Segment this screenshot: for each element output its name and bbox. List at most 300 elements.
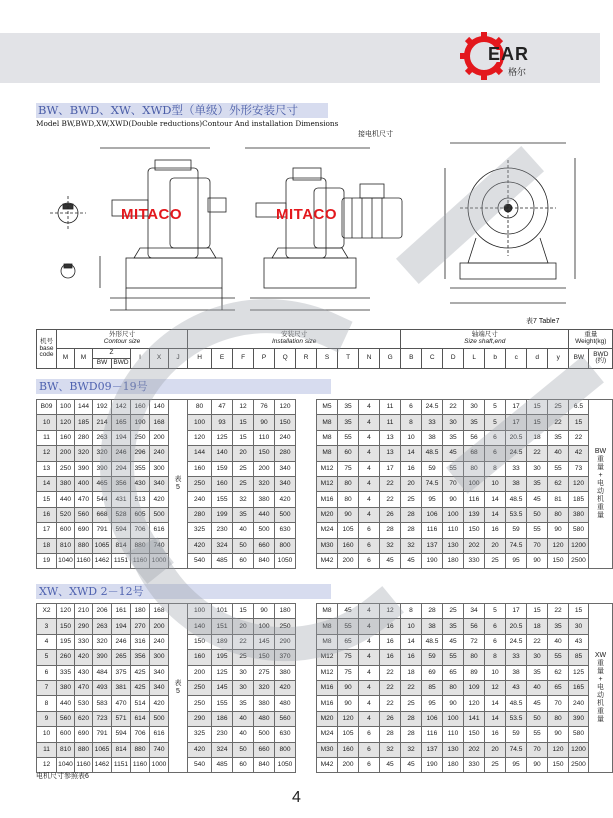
xw-table-cell: 6: [37, 665, 57, 680]
xw-table-cell: 150: [548, 757, 569, 772]
xw-table-cell: 35: [527, 665, 548, 680]
bw-table-cell: 95: [506, 553, 527, 568]
bw-table-cell: 160: [57, 430, 75, 445]
bw-weight-note: BW 重 量 + 电 动 机 重 量: [589, 400, 613, 569]
xw-table-cell: 4: [359, 650, 380, 665]
bw-table-cell: 200: [338, 553, 359, 568]
bw-table-cell: 1065: [93, 538, 112, 553]
xw-table-cell: 380: [275, 665, 296, 680]
xw-table-cell: 706: [131, 727, 150, 742]
xw-table-cell: 380: [254, 696, 275, 711]
xw-table-cell: 6: [485, 619, 506, 634]
xw-table-cell: 35: [233, 696, 254, 711]
bw-table-cell: 340: [275, 461, 296, 476]
xw-table-cell: 32: [401, 742, 422, 757]
bw-table-cell: 150: [275, 415, 296, 430]
xw-table-cell: 210: [75, 604, 93, 619]
bw-table-cell: 1160: [131, 553, 150, 568]
xw-table-cell: 180: [275, 604, 296, 619]
bw-table-cell: 22: [548, 415, 569, 430]
xw-table-cell: 594: [112, 727, 131, 742]
bw-table-cell: 35: [464, 415, 485, 430]
xw-table-cell: 30: [569, 619, 589, 634]
xw-table-cell: 80: [464, 650, 485, 665]
bw-table-cell: 55: [527, 523, 548, 538]
bw-table-cell: 440: [57, 492, 75, 507]
bw-table-cell: 25: [548, 400, 569, 415]
xw-table-cell: 571: [112, 711, 131, 726]
xw-table-cell: 40: [527, 680, 548, 695]
xw-table-cell: 20.5: [506, 619, 527, 634]
bw-table-cell: 32: [233, 492, 254, 507]
xw-table-cell: 48.5: [506, 696, 527, 711]
bw-table-cell: 76: [254, 400, 275, 415]
bw-table-cell: 2500: [569, 553, 589, 568]
bw-table-cell: M24: [317, 523, 338, 538]
xw-table-cell: 500: [150, 711, 169, 726]
bw-table-cell: 20: [485, 538, 506, 553]
bw-table-cell: 90: [443, 492, 464, 507]
bw-table-cell: 880: [75, 538, 93, 553]
section-title-xw: XW、XWD 2－12号: [36, 584, 331, 599]
bw-table-cell: 32: [380, 538, 401, 553]
watermark-mitaco-2: MITACO: [276, 206, 338, 223]
xw-table-cell: 43: [506, 680, 527, 695]
bw-table-cell: 93: [212, 415, 233, 430]
bw-table-cell: 75: [338, 461, 359, 476]
xw-table-cell: 30: [233, 665, 254, 680]
bw-table-cell: 420: [150, 492, 169, 507]
bw-table-cell: 280: [188, 507, 212, 522]
bw-table-cell: 15: [233, 430, 254, 445]
bw-table-cell: 340: [150, 476, 169, 491]
xw-table-cell: 1160: [75, 757, 93, 772]
bw-table-cell: 5: [485, 400, 506, 415]
bw-table-cell: 355: [131, 461, 150, 476]
xw-table-ref-cell: 表 5: [169, 604, 188, 773]
xw-table-cell: X2: [37, 604, 57, 619]
bw-table-cell: 4: [359, 400, 380, 415]
bw-table-cell: 55: [443, 461, 464, 476]
bw-table-cell: 16: [485, 523, 506, 538]
xw-table-cell: 265: [112, 650, 131, 665]
xw-table-cell: 16: [380, 650, 401, 665]
bw-table-cell: M16: [317, 492, 338, 507]
bw-table-cell: 30: [464, 400, 485, 415]
xw-table-cell: 250: [275, 619, 296, 634]
bw-table-cell: 6.5: [569, 400, 589, 415]
xw-table-cell: 4: [359, 619, 380, 634]
xw-table-cell: 580: [569, 727, 589, 742]
xw-table-cell: 320: [254, 680, 275, 695]
bw-table-cell: 10: [485, 476, 506, 491]
bw-table-cell: 194: [112, 430, 131, 445]
xw-table-cell: 200: [338, 757, 359, 772]
bw-table-cell: 40: [233, 523, 254, 538]
xw-table-cell: 38: [422, 619, 443, 634]
xw-table-cell: 420: [188, 742, 212, 757]
bw-table-cell: 120: [569, 476, 589, 491]
xw-table-cell: 25: [233, 650, 254, 665]
xw-table-cell: 85: [569, 650, 589, 665]
bw-table-row: [37, 415, 613, 430]
bw-table-cell: 59: [506, 523, 527, 538]
xw-table-cell: 470: [75, 680, 93, 695]
bw-table-cell: 246: [112, 446, 131, 461]
bw-table-cell: 81: [548, 492, 569, 507]
xw-table-cell: 109: [464, 680, 485, 695]
bw-table-cell: 400: [75, 476, 93, 491]
bw-table-cell: 90: [254, 415, 275, 430]
xw-table-cell: 814: [112, 742, 131, 757]
xw-table-cell: 50: [233, 742, 254, 757]
xw-table-cell: 246: [112, 634, 131, 649]
bw-table-row: [37, 523, 613, 538]
shaft-section-detail: [50, 196, 86, 278]
bw-table-cell: 250: [57, 461, 75, 476]
xw-table-cell: 24.5: [506, 634, 527, 649]
bw-table-cell: 390: [75, 461, 93, 476]
xw-table-cell: 55: [548, 650, 569, 665]
bw-table-cell: 12: [37, 446, 57, 461]
xw-table-cell: 55: [443, 650, 464, 665]
bw-table-cell: 160: [212, 476, 233, 491]
xw-table-cell: 330: [75, 634, 93, 649]
xw-table-cell: 7: [37, 680, 57, 695]
bw-table-cell: 4: [359, 415, 380, 430]
xw-table-cell: 484: [93, 665, 112, 680]
bw-table-cell: 120: [275, 400, 296, 415]
xw-table-row: [37, 742, 613, 757]
xw-table-cell: 60: [233, 757, 254, 772]
xw-table-cell: 290: [275, 634, 296, 649]
xw-table-cell: 425: [131, 665, 150, 680]
xw-table-cell: 723: [93, 711, 112, 726]
xw-table-cell: 4: [359, 604, 380, 619]
bw-table-cell: 660: [254, 538, 275, 553]
shaft-header: 轴端尺寸 Size shaft,end: [401, 330, 569, 349]
xw-table-cell: 100: [443, 711, 464, 726]
xw-table-row: [37, 650, 613, 665]
bw-table-cell: 11: [380, 415, 401, 430]
xw-table-cell: 80: [443, 680, 464, 695]
xw-table-cell: 22: [380, 680, 401, 695]
xw-table-row: [37, 727, 613, 742]
xw-table-cell: 195: [57, 634, 75, 649]
bw-table-cell: 19: [37, 553, 57, 568]
xw-table-cell: 270: [131, 619, 150, 634]
bw-table-cell: 137: [422, 538, 443, 553]
motor-dimension-label: 接电机尺寸: [358, 131, 393, 138]
xw-table-cell: 137: [422, 742, 443, 757]
xw-table-cell: 65: [548, 680, 569, 695]
xw-table-cell: 120: [548, 742, 569, 757]
xw-table-cell: 25: [401, 696, 422, 711]
bw-table-cell: 74.5: [506, 538, 527, 553]
bw-table-cell: 47: [212, 400, 233, 415]
bw-table-cell: 90: [527, 553, 548, 568]
xw-table-cell: 1040: [57, 757, 75, 772]
xw-table-cell: 810: [57, 742, 75, 757]
xw-table-cell: 440: [57, 696, 75, 711]
xw-table-cell: 263: [93, 619, 112, 634]
bw-table-cell: 320: [93, 446, 112, 461]
xw-table-cell: 59: [422, 650, 443, 665]
bwd-side-view: [245, 148, 402, 310]
xw-table-cell: 160: [338, 742, 359, 757]
bw-table-cell: 25: [233, 476, 254, 491]
bw-table-cell: 340: [275, 476, 296, 491]
bw-table-cell: 250: [188, 476, 212, 491]
xw-data-table: [36, 603, 613, 773]
xw-table-cell: 116: [422, 727, 443, 742]
xw-table-cell: 15: [527, 604, 548, 619]
bw-table-cell: 14: [37, 476, 57, 491]
bw-table-cell: 53.5: [506, 507, 527, 522]
xw-table-cell: 380: [57, 680, 75, 695]
bw-table-cell: 80: [464, 461, 485, 476]
xw-table-cell: 90: [338, 680, 359, 695]
xw-table-cell: 168: [150, 604, 169, 619]
bw-table-cell: 430: [131, 476, 150, 491]
xw-table-cell: 12: [380, 604, 401, 619]
bw-table-cell: 420: [275, 492, 296, 507]
bw-table-cell: 380: [569, 507, 589, 522]
xw-table-cell: 186: [212, 711, 233, 726]
bw-table-cell: 214: [93, 415, 112, 430]
bw-table-cell: 200: [57, 446, 75, 461]
xw-table-cell: M42: [317, 757, 338, 772]
bw-table-cell: 630: [275, 523, 296, 538]
xw-table-cell: 69: [422, 665, 443, 680]
bw-data-table: [36, 399, 613, 569]
xw-table-cell: 100: [188, 604, 212, 619]
xw-table-cell: 16: [485, 727, 506, 742]
bw-table-cell: 33: [422, 415, 443, 430]
bw-table-cell: 16: [401, 461, 422, 476]
xw-table-cell: 4: [359, 665, 380, 680]
xw-table-cell: 22: [527, 634, 548, 649]
bw-table-cell: 45: [401, 553, 422, 568]
motor-note: 电机尺寸参照表6: [36, 773, 89, 780]
xw-table-cell: 45: [338, 604, 359, 619]
bw-table-cell: B09: [37, 400, 57, 415]
xw-table-cell: 690: [75, 727, 93, 742]
page-subtitle: Model BW,BWD,XW,XWD(Double reductions)Contour And installation Dimensions: [36, 119, 339, 128]
bw-table-cell: 160: [338, 538, 359, 553]
bw-table-cell: 144: [188, 446, 212, 461]
bw-table-cell: 18: [37, 538, 57, 553]
xw-table-cell: 381: [112, 680, 131, 695]
xw-table-cell: 480: [254, 711, 275, 726]
xw-table-cell: M8: [317, 634, 338, 649]
bw-table-cell: 17: [380, 461, 401, 476]
xw-table-cell: 660: [254, 742, 275, 757]
xw-table-cell: M20: [317, 711, 338, 726]
bw-table-cell: 90: [548, 523, 569, 538]
bw-table-cell: 6: [359, 523, 380, 538]
bw-table-cell: 12: [233, 400, 254, 415]
bw-table-cell: 168: [150, 415, 169, 430]
xw-table-cell: 45: [401, 757, 422, 772]
bw-table-cell: 190: [131, 415, 150, 430]
bw-table-cell: 6: [485, 430, 506, 445]
bw-table-cell: 110: [254, 430, 275, 445]
xw-table-cell: 375: [112, 665, 131, 680]
bw-table-cell: 55: [338, 430, 359, 445]
bw-table-cell: 116: [464, 492, 485, 507]
xw-table-cell: 420: [75, 650, 93, 665]
bw-table-cell: 1000: [150, 553, 169, 568]
xw-table-cell: 141: [464, 711, 485, 726]
xw-table-cell: 145: [212, 680, 233, 695]
xw-table-cell: 120: [338, 711, 359, 726]
bw-table-cell: 431: [112, 492, 131, 507]
xw-table-cell: 72: [464, 634, 485, 649]
bw-table-cell: 6: [359, 538, 380, 553]
bw-table-cell: 50: [527, 507, 548, 522]
bw-table-cell: 120: [188, 430, 212, 445]
bw-table-cell: 100: [188, 415, 212, 430]
xw-table-cell: 10: [37, 727, 57, 742]
xw-table-cell: 6: [359, 757, 380, 772]
xw-table-cell: 335: [57, 665, 75, 680]
xw-table-cell: 194: [112, 619, 131, 634]
xw-table-cell: 16: [401, 650, 422, 665]
bw-table-row: [37, 446, 613, 461]
xw-table-cell: 5: [37, 650, 57, 665]
xw-table-cell: 8: [37, 696, 57, 711]
bw-table-cell: 20: [401, 476, 422, 491]
bw-table-row: [37, 476, 613, 491]
bw-table-cell: 120: [57, 415, 75, 430]
xw-table-cell: 150: [188, 634, 212, 649]
bw-table-cell: 300: [150, 461, 169, 476]
bw-table-cell: 1151: [112, 553, 131, 568]
bw-table-cell: 14: [485, 507, 506, 522]
xw-table-cell: 106: [422, 711, 443, 726]
xw-table-cell: 420: [150, 696, 169, 711]
page-title: BW、BWD、XW、XWD型（单级）外形安装尺寸: [36, 103, 328, 118]
bw-table-cell: 40: [548, 446, 569, 461]
bw-table-cell: 4: [359, 446, 380, 461]
xw-table-cell: 230: [212, 727, 233, 742]
xw-table-cell: 160: [188, 650, 212, 665]
bw-table-cell: 800: [275, 538, 296, 553]
xw-table-cell: 95: [506, 757, 527, 772]
bw-table-cell: 22: [443, 400, 464, 415]
xw-table-cell: 165: [569, 680, 589, 695]
bw-table-cell: 840: [254, 553, 275, 568]
bw-table-cell: 80: [338, 476, 359, 491]
xw-table-cell: 89: [464, 665, 485, 680]
bw-table-cell: 16: [37, 507, 57, 522]
xw-table-cell: 75: [338, 650, 359, 665]
bw-table-cell: 165: [112, 415, 131, 430]
xw-table-cell: 125: [212, 665, 233, 680]
bw-table-row: [37, 507, 613, 522]
bw-table-cell: 250: [131, 430, 150, 445]
bw-table-cell: 24.5: [506, 446, 527, 461]
xw-table-cell: 5: [485, 604, 506, 619]
bw-table-cell: 95: [422, 492, 443, 507]
bw-table-cell: 35: [443, 430, 464, 445]
bw-table-cell: 600: [57, 523, 75, 538]
xw-table-cell: 30: [233, 680, 254, 695]
bw-table-cell: 100: [464, 476, 485, 491]
bw-table-cell: 20.5: [506, 430, 527, 445]
xw-table-cell: 6: [485, 634, 506, 649]
install-header: 安装尺寸 Installation size: [188, 330, 401, 349]
xw-table-cell: 20: [485, 742, 506, 757]
bw-table-cell: 668: [93, 507, 112, 522]
xw-table-cell: 45: [443, 634, 464, 649]
xw-table-row: [37, 757, 613, 772]
xw-table-cell: 75: [338, 665, 359, 680]
xw-table-cell: 470: [112, 696, 131, 711]
bw-table-cell: 32: [401, 538, 422, 553]
technical-drawings: [30, 138, 590, 318]
xw-table-cell: 56: [464, 619, 485, 634]
bw-table-cell: 810: [57, 538, 75, 553]
bw-table-cell: 320: [75, 446, 93, 461]
bw-table-cell: 706: [131, 523, 150, 538]
xw-table-cell: 53.5: [506, 711, 527, 726]
bw-table-row: [37, 553, 613, 568]
xw-table-cell: 22: [548, 604, 569, 619]
bw-table-cell: 105: [338, 523, 359, 538]
xw-table-cell: 6: [359, 727, 380, 742]
xw-table-cell: 250: [188, 680, 212, 695]
bw-table-cell: 22: [569, 430, 589, 445]
bw-table-cell: 120: [548, 538, 569, 553]
bw-table-cell: 1160: [75, 553, 93, 568]
bw-table-cell: 106: [422, 507, 443, 522]
xw-table-cell: 80: [548, 711, 569, 726]
xw-table-cell: M12: [317, 650, 338, 665]
bw-table-cell: 4: [359, 492, 380, 507]
xw-weight-note: XW 重 量 + 电 动 机 重 量: [589, 604, 613, 773]
xw-table-cell: 583: [93, 696, 112, 711]
brand-cn-name: 格尔: [508, 67, 527, 77]
bw-table-cell: 155: [212, 492, 233, 507]
bw-table-cell: 45: [443, 446, 464, 461]
bw-table-cell: 18: [527, 430, 548, 445]
xw-table-cell: 840: [254, 757, 275, 772]
bw-table-cell: 280: [275, 446, 296, 461]
xw-table-row: [37, 665, 613, 680]
xw-table-cell: 85: [422, 680, 443, 695]
bw-table-cell: 116: [422, 523, 443, 538]
xw-table-cell: M16: [317, 680, 338, 695]
xw-table-cell: 140: [188, 619, 212, 634]
bw-table-cell: 560: [75, 507, 93, 522]
bw-table-cell: 139: [464, 507, 485, 522]
bw-table-cell: 35: [338, 400, 359, 415]
xw-table-cell: 616: [150, 727, 169, 742]
xw-table-cell: 200: [150, 619, 169, 634]
xw-table-row: [37, 634, 613, 649]
bw-table-cell: 185: [75, 415, 93, 430]
bw-table-cell: 616: [150, 523, 169, 538]
bw-table-cell: 159: [212, 461, 233, 476]
bw-table-cell: 528: [112, 507, 131, 522]
bw-table-cell: 70: [443, 476, 464, 491]
bw-table-cell: 200: [254, 461, 275, 476]
xw-table-cell: 90: [443, 696, 464, 711]
bw-table-row: [37, 492, 613, 507]
xw-table-cell: 40: [548, 634, 569, 649]
